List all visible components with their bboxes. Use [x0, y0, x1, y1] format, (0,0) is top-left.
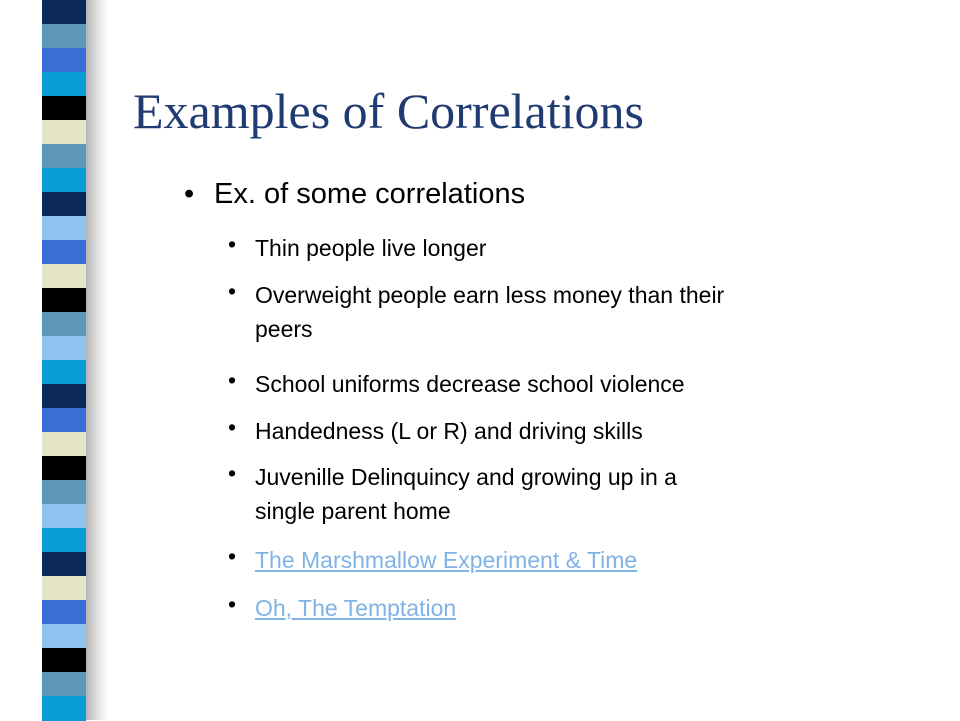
stripe-segment	[42, 0, 86, 25]
stripe-segment	[42, 672, 86, 697]
sub-bullet-text-continued: single parent home	[255, 498, 451, 524]
stripe-segment	[42, 360, 86, 385]
stripe-segment	[42, 600, 86, 625]
stripe-segment	[42, 192, 86, 217]
sub-bullet-text: Thin people live longer	[255, 235, 487, 261]
stripe-segment	[42, 72, 86, 97]
sub-bullet-text: Juvenille Delinquincy and growing up in a	[255, 464, 677, 490]
stripe-segment	[42, 528, 86, 553]
stripe-segment	[42, 696, 86, 721]
bullet-dot: •	[228, 367, 237, 393]
bullet-dot: •	[228, 231, 237, 257]
stripe-segment	[42, 168, 86, 193]
stripe-shadow	[86, 0, 108, 720]
stripe-segment	[42, 384, 86, 409]
stripe-segment	[42, 504, 86, 529]
stripe-segment	[42, 264, 86, 289]
bullet-dot: •	[228, 543, 237, 569]
bullet-dot: •	[228, 460, 237, 486]
main-bullet-text: Ex. of some correlations	[214, 178, 526, 210]
stripe-segment	[42, 648, 86, 673]
stripe-segment	[42, 312, 86, 337]
marshmallow-experiment-link[interactable]: The Marshmallow Experiment & Time	[255, 547, 638, 573]
stripe-segment	[42, 240, 86, 265]
stripe-segment	[42, 144, 86, 169]
slide-title: Examples of Correlations	[133, 83, 644, 139]
stripe-segment	[42, 480, 86, 505]
bullet-dot: •	[184, 178, 195, 210]
stripe-segment	[42, 624, 86, 649]
stripe-segment	[42, 96, 86, 121]
bullet-dot: •	[228, 414, 237, 440]
sub-bullet-text: School uniforms decrease school violence	[255, 371, 685, 397]
stripe-segment	[42, 576, 86, 601]
stripe-segment	[42, 552, 86, 577]
stripe-segment	[42, 456, 86, 481]
sub-bullet-text: Overweight people earn less money than their	[255, 282, 725, 308]
stripe-segment	[42, 408, 86, 433]
temptation-link[interactable]: Oh, The Temptation	[255, 595, 457, 621]
stripe-segment	[42, 24, 86, 49]
sub-bullet-text: Handedness (L or R) and driving skills	[255, 418, 643, 444]
decorative-stripe	[0, 0, 86, 720]
stripe-segment	[42, 48, 86, 73]
sub-bullet-text-continued: peers	[255, 316, 313, 342]
bullet-dot: •	[228, 278, 237, 304]
stripe-segment	[42, 336, 86, 361]
bullet-dot: •	[228, 591, 237, 617]
stripe-segment	[42, 432, 86, 457]
stripe-segment	[42, 288, 86, 313]
stripe-segment	[42, 216, 86, 241]
stripe-segment	[42, 120, 86, 145]
